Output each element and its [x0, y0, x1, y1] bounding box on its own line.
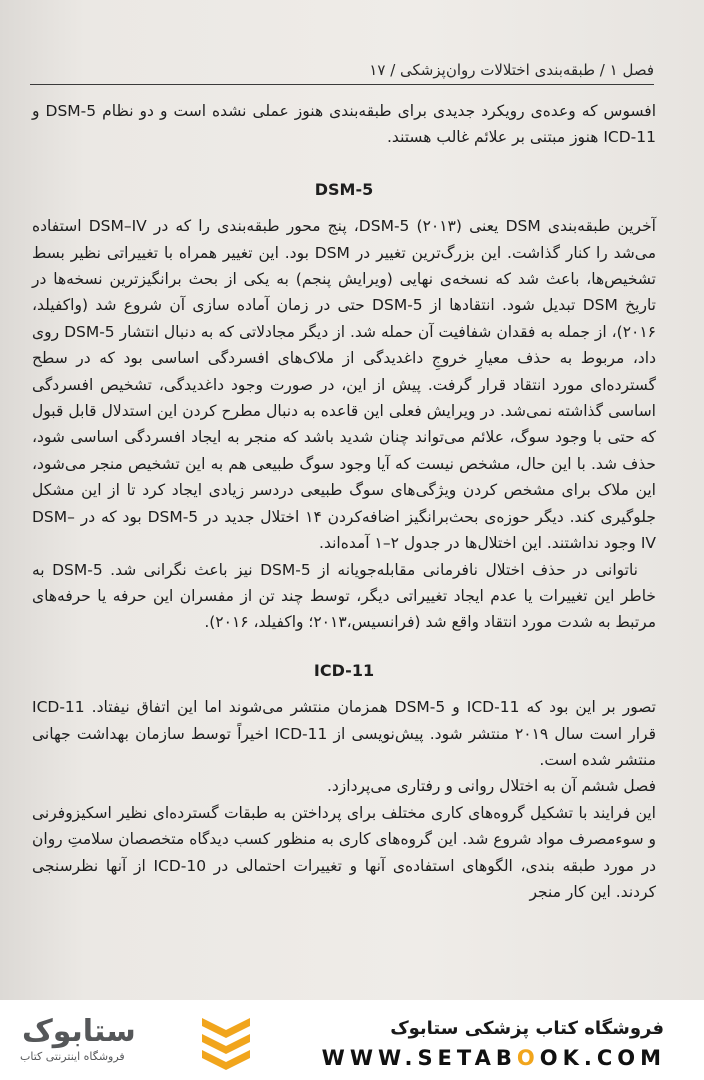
setabook-logo	[18, 1010, 278, 1072]
icd11-paragraph-2: فصل ششم آن به اختلال روانی و رفتاری می‌پردازد.	[326, 777, 656, 796]
url-accent-o: O	[516, 1046, 540, 1070]
url-ok: OK.COM	[539, 1046, 666, 1070]
icd11-paragraph-1: تصور بر این بود که ICD-11 و DSM-5 همزمان منتشر می‌شوند اما این اتفاق نیفتاد. ICD-11 قرار است سال ۲۰۱۹ منتشر شود. پیش‌نویسی از ICD-11 اخیراً توسط سازمان بهداشت جهانی منتشر شده است.	[32, 698, 656, 769]
running-header	[30, 56, 654, 85]
url-prefix: WWW.	[321, 1046, 418, 1070]
section-title-icd11: ICD-11	[313, 660, 375, 680]
body-text	[32, 98, 656, 905]
url-b: B	[495, 1046, 517, 1070]
icd11-paragraph-3: این فرایند با تشکیل گروه‌های کاری مختلف برای پرداختن به طبقات گسترده‌ای نظیر اسکیزوفرنی و سوءمصرف مواد شروع شد. این گروه‌های کاری به منظور کسب دیدگاه متخصصان سلامتِ روان در مورد طبقه بندی، الگوهای استفاده‌ی آنها و تغییرات احتمالی در ICD-10 از آنها نظرسنجی کردند. این کار منجر	[32, 803, 657, 901]
url-seta: SETA	[417, 1046, 496, 1070]
book-stack-icon	[194, 1010, 258, 1072]
shop-name: فروشگاه کتاب پزشکی ستابوک	[390, 1018, 664, 1039]
dsm5-paragraph-1: آخرین طبقه‌بندی DSM یعنی DSM-5 (۲۰۱۳)، پنج محور طبقه‌بندی را که در DSM–IV استفاده می‌شد را کنار گذاشت. این بزرگ‌ترین تغییر در DSM بود. این تغییر همراه با تغییراتی نظیر بسط تشخیص‌ها، باعث شد که نسخه‌ی نهایی (ویرایش پنجم) به یکی از بحث برانگیزترین نسخه‌ها در تاریخ DSM تبدیل شود. انتقادها از DSM-5 حتی در زمان آماده سازی آن شروع شد (واکفیلد، ۲۰۱۶)، از جمله به فقدان شفافیت آن حمله شد. از دیگر مجادلاتی که به دنبال انتشار DSM-5 روی داد، مربوط به حذف معیارِ خروجِ داغدیدگی از ملاک‌های افسردگی اساسی بود که در سطح گسترده‌ای مورد انتقاد قرار گرفت. پیش از این، در صورت وجود داغدیدگی، تشخیص افسردگی اساسی گذاشته نمی‌شد. در ویرایش فعلی این قاعده به دنبال مطرح کردن این استدلال قابل قبول که حتی با وجود سوگ، علائم می‌تواند چنان شدید باشد که منجر به ایجاد افسردگی اساسی شود، حذف شد. با این حال، مشخص نیست که آیا وجود سوگ طبیعی هم به این تشخیص منجر می‌شود، این ملاک برای مشخص کردن ویژگی‌های سوگ طبیعی دردسر زیادی ایجاد کرد تا از این مشکل جلوگیری کند. دیگر حوزه‌ی بحث‌برانگیز اضافه‌کردن ۱۴ اختلال جدید در DSM-5 بود که در DSM–IV وجود نداشتند. این اختلال‌ها در جدول ۲–۱ آمده‌اند.	[32, 217, 657, 553]
shop-url	[322, 1046, 666, 1070]
logo-tagline: فروشگاه اینترنتی کتاب	[20, 1050, 125, 1063]
section-title-dsm5: DSM-5	[314, 179, 374, 199]
dsm5-paragraph-2: ناتوانی در حذف اختلال نافرمانی مقابله‌جویانه از DSM-5 نیز باعث نگرانی شد. DSM-5 به خاطر این تغییرات یا عدم ایجاد تغییراتی دیگر، توسط چند تن از مفسران این حرفه یا حرفه‌های مرتبط به شدت مورد انتقاد واقع شد (فرانسیس،۲۰۱۳؛ واکفیلد، ۲۰۱۶).	[32, 560, 656, 632]
watermark-footer	[0, 1000, 704, 1080]
intro-paragraph: افسوس که وعده‌ی رویکرد جدیدی برای طبقه‌بندی هنوز عملی نشده است و دو نظام DSM-5 و ICD-11 هنوز مبتنی بر علائم غالب هستند.	[32, 102, 656, 147]
logo-word: ستابوک	[22, 1014, 136, 1049]
running-header-text: فصل ۱ / طبقه‌بندی اختلالات روان‌پزشکی / ۱۷	[369, 61, 654, 79]
